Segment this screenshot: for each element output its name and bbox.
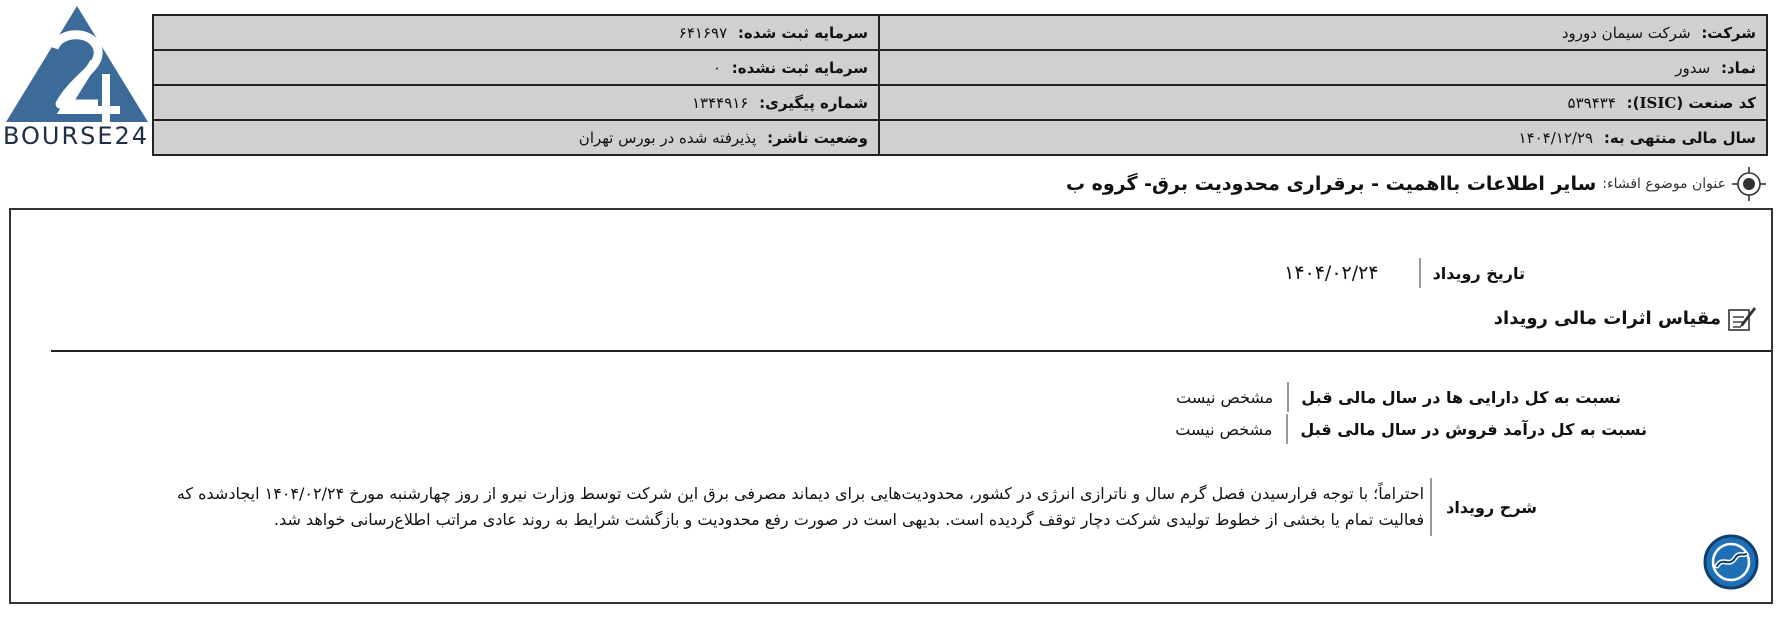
event-date-value: ۱۴۰۴/۰۲/۲۴ — [1284, 262, 1379, 284]
symbol-cell — [879, 50, 1767, 85]
company-label: شرکت: — [1701, 23, 1756, 42]
separator — [1286, 414, 1288, 444]
assets-ratio-label: نسبت به کل دارایی ها در سال مالی قبل — [1301, 387, 1621, 407]
registered-capital-value: ۶۴۱۶۹۷ — [678, 23, 728, 42]
symbol-label: نماد: — [1720, 58, 1756, 77]
separator — [1419, 258, 1421, 288]
unregistered-capital-cell — [153, 50, 879, 85]
separator — [1287, 382, 1289, 412]
publisher-status-cell — [153, 120, 879, 155]
publisher-status-value: پذیرفته شده در بورس تهران — [578, 128, 757, 147]
revenue-ratio-label: نسبت به کل درآمد فروش در سال مالی قبل — [1300, 419, 1647, 439]
subject-title: سایر اطلاعات بااهمیت - برقراری محدودیت برق- گروه ب — [1065, 173, 1597, 195]
revenue-ratio-value: مشخص نیست — [1175, 419, 1273, 439]
publisher-status-label: وضعیت ناشر: — [767, 128, 868, 147]
codal-badge-icon[interactable] — [1703, 534, 1759, 590]
divider — [51, 350, 1771, 352]
isic-value: ۵۳۹۴۳۴ — [1567, 93, 1616, 112]
company-info-table — [152, 14, 1768, 156]
isic-label: کد صنعت (ISIC): — [1626, 93, 1756, 112]
separator — [1430, 478, 1432, 536]
target-icon — [1732, 167, 1766, 201]
financial-impact-title: مقیاس اثرات مالی رویداد — [1493, 307, 1721, 329]
tracking-label: شماره پیگیری: — [759, 93, 868, 112]
event-date-row — [1284, 258, 1525, 288]
logo-wordmark: BOURSE24 — [2, 122, 150, 150]
subject-label: عنوان موضوع افشاء: — [1602, 176, 1726, 192]
registered-capital-cell — [153, 15, 879, 50]
fiscal-year-label: سال مالی منتهی به: — [1603, 128, 1756, 147]
symbol-value[interactable]: سدور — [1675, 58, 1711, 77]
assets-ratio-value: مشخص نیست — [1176, 387, 1274, 407]
event-description-row — [134, 478, 1537, 536]
event-description-label: شرح رویداد — [1446, 497, 1537, 517]
tracking-value: ۱۳۴۴۹۱۶ — [691, 93, 749, 112]
unregistered-capital-value: ۰ — [712, 58, 721, 77]
company-value: شرکت سیمان دورود — [1561, 23, 1691, 42]
isic-cell — [879, 85, 1767, 120]
disclosure-subject — [150, 166, 1766, 202]
event-date-label: تاریخ رویداد — [1432, 263, 1525, 283]
assets-ratio-row — [1176, 382, 1621, 412]
registered-capital-label: سرمایه ثبت شده: — [737, 23, 868, 42]
fiscal-year-value: ۱۴۰۴/۱۲/۲۹ — [1518, 128, 1594, 147]
disclosure-content — [9, 208, 1773, 604]
event-description-text: احتراماً؛ با توجه فرارسیدن فصل گرم سال و ناترازی انرژی در کشور، محدودیت‌هایی برای دیماند مصرفی برق این شرکت توسط وزارت نیرو از روز چهارشنبه مورخ ۱۴۰۴/۰۲/۲۴ ایجادشده که فعالیت تمام یا بخشی از خطوط تولیدی شرکت دچار توقف گردیده است. بدیهی است در صورت رفع محدودیت و بازگشت شرایط به روند عادی مراتب اطلاع‌رسانی خواهد شد. — [176, 484, 1425, 529]
tracking-cell — [153, 85, 879, 120]
revenue-ratio-row — [1175, 414, 1647, 444]
fiscal-year-cell — [879, 120, 1767, 155]
company-cell — [879, 15, 1767, 50]
financial-impact-heading — [1494, 304, 1757, 332]
unregistered-capital-label: سرمایه ثبت نشده: — [731, 58, 868, 77]
edit-document-icon — [1727, 304, 1757, 332]
